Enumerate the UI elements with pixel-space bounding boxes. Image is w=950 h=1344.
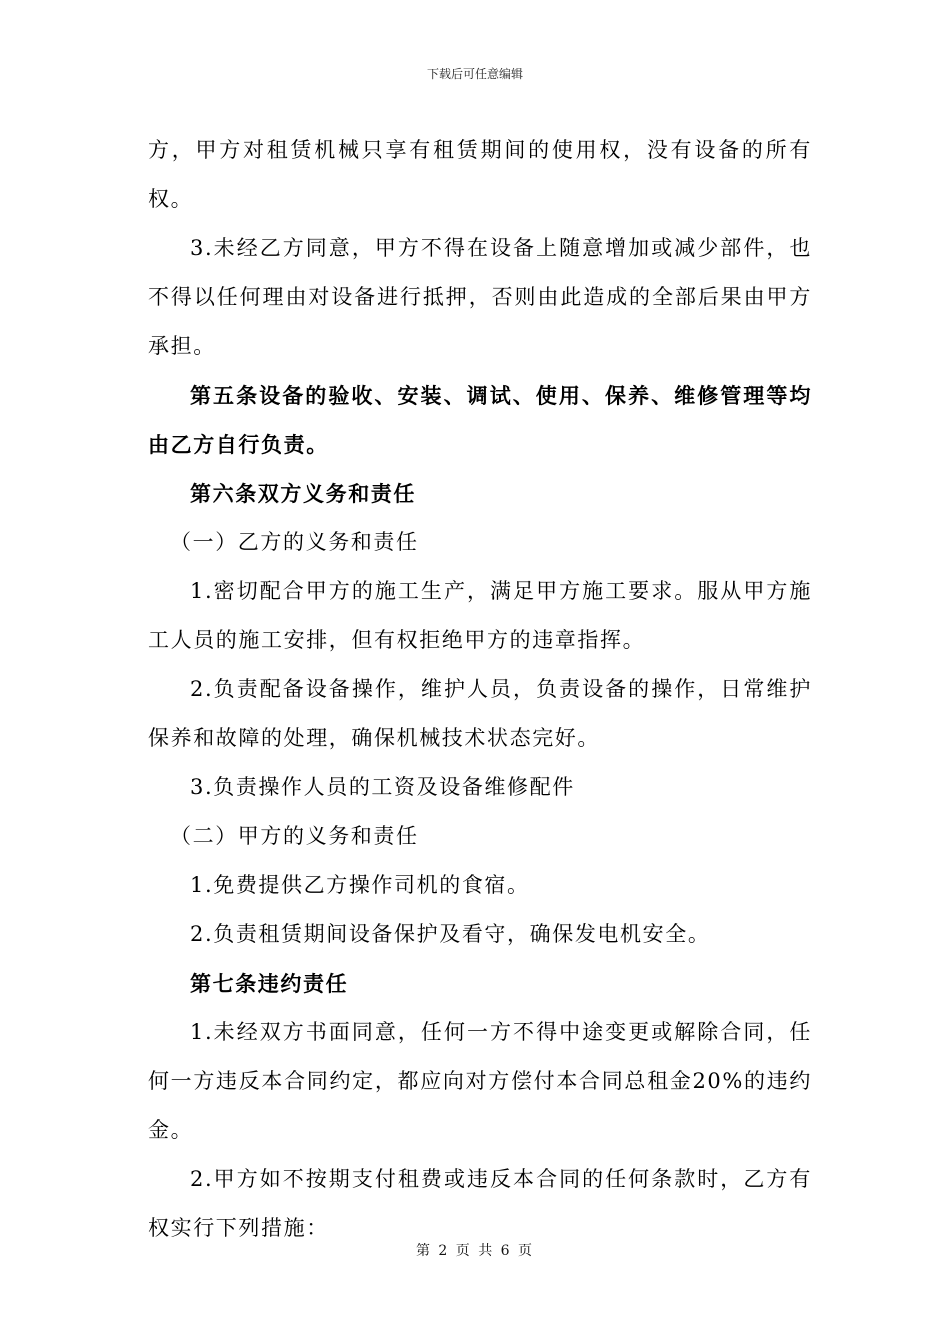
paragraph-b-duty-1: 1.密切配合甲方的施工生产，满足甲方施工要求。服从甲方施工人员的施工安排，但有权拒绝甲方的违章指挥。 [148,579,812,652]
article-5-heading: 第五条设备的验收、安装、调试、使用、保养、维修管理等均由乙方自行负责。 [148,383,812,457]
paragraph-clause-3: 3.未经乙方同意，甲方不得在设备上随意增加或减少部件，也不得以任何理由对设备进行抵押，否则由此造成的全部后果由甲方承担。 [148,236,812,358]
paragraph-breach-1: 1.未经双方书面同意，任何一方不得中途变更或解除合同，任何一方违反本合同约定，都应向对方偿付本合同总租金20%的违约金。 [148,1020,812,1142]
page-header: 下载后可任意编辑 [426,67,523,81]
paragraph-a-duty-2: 2.负责租赁期间设备保护及看守，确保发电机安全。 [190,922,711,946]
paragraph-b-duty-2: 2.负责配备设备操作，维护人员，负责设备的操作，日常维护保养和故障的处理，确保机械技术状态完好。 [148,677,812,750]
article-7-heading: 第七条违约责任 [190,971,349,996]
section-party-a-duties: （二）甲方的义务和责任 [170,824,419,848]
paragraph-breach-2: 2.甲方如不按期支付租费或违反本合同的任何条款时，乙方有权实行下列措施： [148,1167,812,1240]
paragraph-continuation: 方，甲方对租赁机械只享有租赁期间的使用权，没有设备的所有权。 [148,138,812,211]
document-body [148,126,812,1253]
article-6-heading: 第六条双方义务和责任 [190,481,416,506]
section-party-b-duties: （一）乙方的义务和责任 [170,530,419,554]
paragraph-b-duty-3: 3.负责操作人员的工资及设备维修配件 [190,775,575,799]
page-number: 第 2 页 共 6 页 [415,1243,535,1259]
paragraph-a-duty-1: 1.免费提供乙方操作司机的食宿。 [190,873,530,897]
